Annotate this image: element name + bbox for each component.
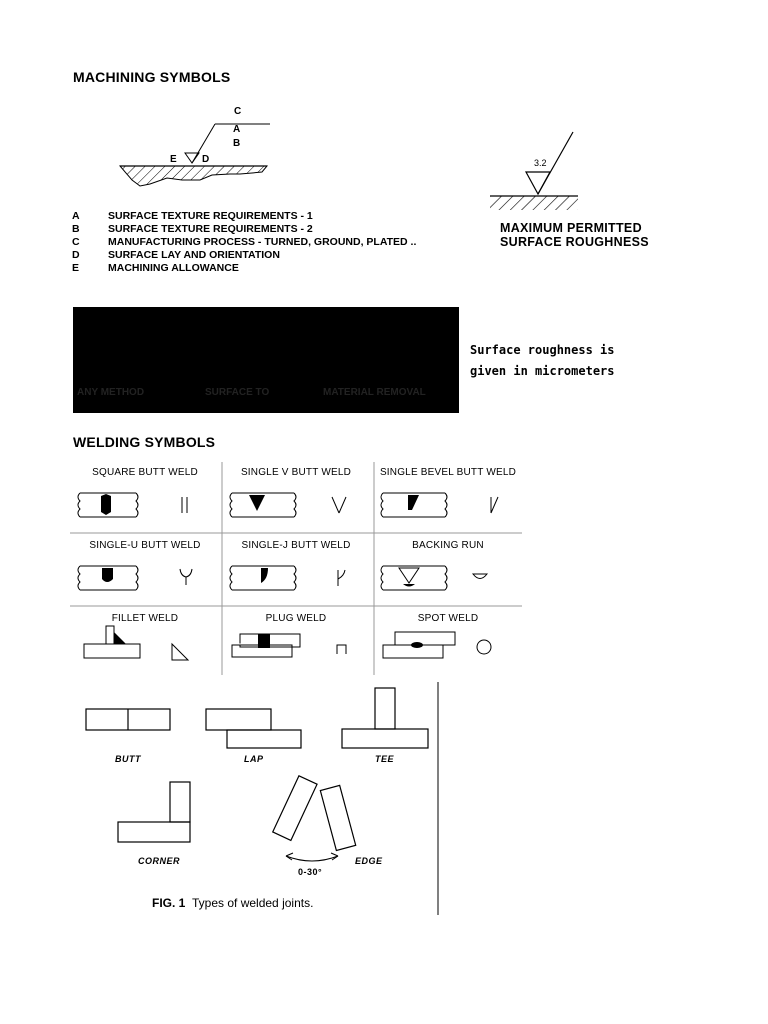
plug-weld-drawing (228, 624, 368, 674)
weld-label-backing-run: BACKING RUN (412, 540, 484, 551)
diagram-letter-a: A (233, 124, 241, 135)
single-bevel-butt-weld-drawing (379, 488, 519, 528)
joint-label-butt: BUTT (115, 754, 141, 764)
figure-number: FIG. 1 (152, 896, 186, 910)
weld-label-spot: SPOT WELD (417, 613, 479, 624)
legend-row-e: E MACHINING ALLOWANCE (72, 262, 239, 274)
weld-label-single-j-butt: SINGLE-J BUTT WELD (241, 540, 351, 551)
roughness-note-line2: given in micrometers (470, 364, 615, 378)
weld-label-fillet: FILLET WELD (111, 613, 179, 624)
dark-ghost-text-1: ANY METHOD (77, 387, 145, 398)
dark-image-panel (73, 307, 459, 413)
fillet-weld-drawing (80, 624, 210, 674)
welding-heading: WELDING SYMBOLS (73, 434, 216, 450)
weld-label-single-u-butt: SINGLE-U BUTT WELD (89, 540, 201, 551)
joint-label-tee: TEE (375, 754, 395, 764)
legend-row-c: C MANUFACTURING PROCESS - TURNED, GROUND, PLATED .. (72, 236, 417, 248)
max-roughness-label-2: SURFACE ROUGHNESS (500, 235, 649, 249)
legend-row-b: B SURFACE TEXTURE REQUIREMENTS - 2 (72, 223, 313, 235)
single-j-butt-weld-drawing (228, 561, 368, 601)
weld-label-plug: PLUG WELD (265, 613, 327, 624)
single-u-butt-weld-drawing (76, 561, 206, 601)
dark-ghost-text-2: SURFACE TO (205, 387, 270, 398)
joint-label-lap: LAP (244, 754, 264, 764)
figure-caption-text: Types of welded joints. (192, 896, 314, 910)
single-v-butt-weld-drawing (228, 488, 368, 528)
roughness-note-line1: Surface roughness is (470, 343, 615, 357)
joint-types-figure (80, 680, 450, 920)
max-roughness-label-1: MAXIMUM PERMITTED (500, 221, 642, 235)
roughness-value: 3.2 (534, 158, 547, 168)
diagram-letter-b: B (233, 138, 241, 149)
legend-row-a: A SURFACE TEXTURE REQUIREMENTS - 1 (72, 210, 313, 222)
weld-label-square-butt: SQUARE BUTT WELD (92, 467, 198, 478)
joint-label-edge: EDGE (355, 856, 383, 866)
diagram-letter-d: D (202, 154, 210, 165)
dark-ghost-text-3: MATERIAL REMOVAL (323, 387, 426, 398)
diagram-letter-e: E (170, 154, 177, 165)
weld-label-single-v-butt: SINGLE V BUTT WELD (240, 467, 352, 478)
figure-caption (152, 896, 313, 910)
legend-row-d: D SURFACE LAY AND ORIENTATION (72, 249, 280, 261)
machining-symbol-diagram (112, 100, 312, 200)
diagram-letter-c: C (234, 106, 242, 117)
spot-weld-drawing (379, 624, 519, 674)
roughness-symbol (488, 130, 588, 220)
joint-label-corner: CORNER (138, 856, 181, 866)
backing-run-drawing (379, 561, 519, 601)
weld-label-single-bevel-butt: SINGLE BEVEL BUTT WELD (379, 467, 517, 478)
joint-label-angle: 0-30° (298, 867, 323, 877)
machining-heading: MACHINING SYMBOLS (73, 69, 231, 85)
square-butt-weld-drawing (76, 488, 206, 528)
